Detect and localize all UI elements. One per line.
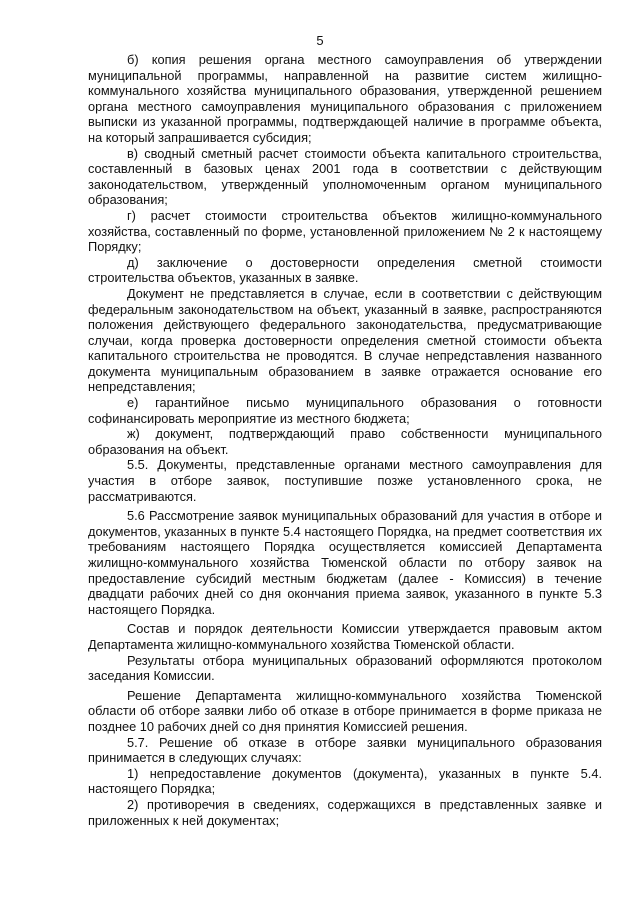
paragraph-item-b: б) копия решения органа местного самоуправления об утверждении муниципальной программы, направленной на развитие систем жилищно-коммунального хозяйства муниципального образования, утвержденной решением органа местного самоуправления муниципального образования с приложением выписки из указанной программы, подтверждающей наличие в программе объекта, на который запрашивается субсидия; (88, 52, 602, 145)
page-number: 5 (316, 33, 324, 48)
paragraph-item-v: в) сводный сметный расчет стоимости объекта капитального строительства, составленный в базовых ценах 2001 года в соответствии с действующим законодательством, утвержденный уполномоченным органом муниципального образования; (88, 145, 602, 208)
paragraph-5-5: 5.5. Документы, представленные органами местного самоуправления для участия в отборе заявок, поступившие позже установленного срока, не рассматриваются. (88, 457, 602, 504)
paragraph-item-zh: ж) документ, подтверждающий право собственности муниципального образования на объект. (88, 426, 602, 457)
paragraph-selection-results: Результаты отбора муниципальных образований оформляются протоколом заседания Комиссии. (88, 652, 602, 684)
paragraph-commission-composition: Состав и порядок деятельности Комиссии утверждается правовым актом Департамента жилищно-коммунального хозяйства Тюменской области. (88, 621, 602, 652)
paragraph-item-d: д) заключение о достоверности определения сметной стоимости строительства объектов, указанных в заявке. (88, 254, 602, 286)
paragraph-refusal-reason-1: 1) непредоставление документов (документа), указанных в пункте 5.4. настоящего Порядка; (88, 765, 602, 797)
document-body (88, 52, 602, 828)
paragraph-document-exemption: Документ не представляется в случае, если в соответствии с действующим федеральным законодательством на объект, указанный в заявке, распространяются положения действующего федерального законодательства, предусматривающие случаи, когда проверка достоверности определения сметной стоимости объекта капитального строительства не проводятся. В случае непредставления названного документа муниципальным образованием в заявке отражается основание его непредставления; (88, 285, 602, 395)
paragraph-department-decision: Решение Департамента жилищно-коммунального хозяйства Тюменской области об отборе заявки либо об отказе в отборе принимается в форме приказа не позднее 10 рабочих дней со дня принятия Комиссией решения. (88, 687, 602, 734)
paragraph-5-6: 5.6 Рассмотрение заявок муниципальных образований для участия в отборе и документов, указанных в пункте 5.4 настоящего Порядка, на предмет соответствия их требованиям настоящего Порядка осуществляется комиссией Департамента жилищно-коммунального хозяйства Тюменской области по отбору заявок на предоставление субсидий местным бюджетам (далее - Комиссия) в течение двадцати рабочих дней со дня окончания приема заявок, указанного в пункте 5.3 настоящего Порядка. (88, 508, 602, 617)
paragraph-refusal-reason-2: 2) противоречия в сведениях, содержащихся в представленных заявке и приложенных к ней документах; (88, 796, 602, 828)
paragraph-item-e: е) гарантийное письмо муниципального образования о готовности софинансировать мероприятие из местного бюджета; (88, 395, 602, 426)
paragraph-item-g: г) расчет стоимости строительства объектов жилищно-коммунального хозяйства, составленный по форме, установленной приложением № 2 к настоящему Порядку; (88, 207, 602, 255)
paragraph-5-7: 5.7. Решение об отказе в отборе заявки муниципального образования принимается в следующих случаях: (88, 734, 602, 766)
